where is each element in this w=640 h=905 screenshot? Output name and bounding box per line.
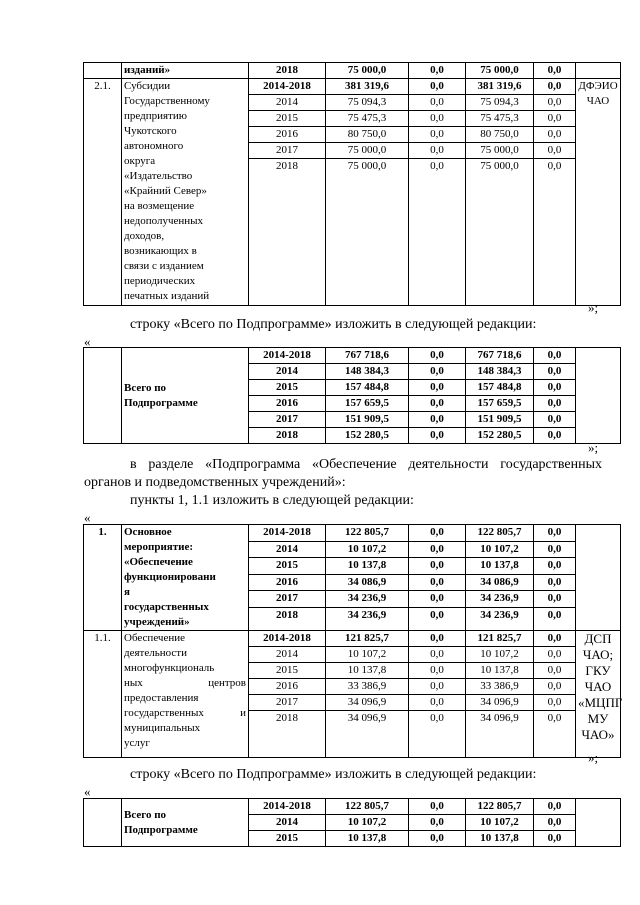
federal-cell: 0,0 bbox=[409, 63, 466, 79]
okrug-cell: 157 659,5 bbox=[466, 396, 534, 412]
total-cell: 75 000,0 bbox=[326, 143, 409, 159]
opening-quote: « bbox=[84, 334, 91, 349]
name-line: недополученных bbox=[124, 215, 204, 227]
year-cell: 2018 bbox=[249, 711, 326, 758]
local-cell: 0,0 bbox=[534, 799, 576, 815]
local-cell: 0,0 bbox=[534, 558, 576, 575]
closing-quote: »; bbox=[588, 300, 599, 315]
activity-name bbox=[122, 525, 249, 631]
total-cell: 10 107,2 bbox=[326, 541, 409, 558]
year-cell: 2015 bbox=[249, 380, 326, 396]
total-label bbox=[122, 799, 249, 847]
okrug-cell: 122 805,7 bbox=[466, 525, 534, 542]
row-name: изданий» bbox=[122, 63, 249, 79]
closing-quote: »; bbox=[588, 750, 599, 765]
federal-cell: 0,0 bbox=[409, 111, 466, 127]
local-cell: 0,0 bbox=[534, 364, 576, 380]
year-cell: 2017 bbox=[249, 412, 326, 428]
name-line: Субсидии bbox=[124, 80, 171, 92]
federal-cell: 0,0 bbox=[409, 591, 466, 608]
okrug-cell: 33 386,9 bbox=[466, 679, 534, 695]
year-cell: 2018 bbox=[249, 608, 326, 631]
name-line: печатных изданий bbox=[124, 290, 210, 302]
federal-cell: 0,0 bbox=[409, 815, 466, 831]
okrug-cell: 75 000,0 bbox=[466, 143, 534, 159]
total-cell: 10 137,8 bbox=[326, 663, 409, 679]
local-cell: 0,0 bbox=[534, 396, 576, 412]
name-line: «Крайний Север» bbox=[124, 185, 207, 197]
year-cell: 2015 bbox=[249, 558, 326, 575]
local-cell: 0,0 bbox=[534, 815, 576, 831]
federal-cell: 0,0 bbox=[409, 558, 466, 575]
name-line: связи с изданием bbox=[124, 260, 204, 272]
local-cell: 0,0 bbox=[534, 591, 576, 608]
total-cell: 122 805,7 bbox=[326, 525, 409, 542]
local-cell: 0,0 bbox=[534, 525, 576, 542]
federal-cell: 0,0 bbox=[409, 79, 466, 95]
label-line: Всего по bbox=[124, 381, 167, 394]
activity-name bbox=[122, 631, 249, 758]
total-cell: 148 384,3 bbox=[326, 364, 409, 380]
federal-cell: 0,0 bbox=[409, 348, 466, 364]
paragraph: строку «Всего по Подпрограмме» изложить в следующей редакции: bbox=[130, 317, 537, 332]
name-line: Обеспечение bbox=[124, 632, 185, 644]
table-row bbox=[84, 63, 621, 79]
federal-cell: 0,0 bbox=[409, 799, 466, 815]
okrug-cell: 10 107,2 bbox=[466, 647, 534, 663]
executor-line: ЧАО» bbox=[581, 727, 615, 742]
okrug-cell: 381 319,6 bbox=[466, 79, 534, 95]
federal-cell: 0,0 bbox=[409, 679, 466, 695]
okrug-cell: 151 909,5 bbox=[466, 412, 534, 428]
year-cell: 2015 bbox=[249, 831, 326, 847]
table-row bbox=[84, 525, 621, 542]
federal-cell: 0,0 bbox=[409, 608, 466, 631]
label-line: Подпрограмме bbox=[124, 823, 198, 836]
okrug-cell: 152 280,5 bbox=[466, 428, 534, 444]
federal-cell: 0,0 bbox=[409, 711, 466, 758]
okrug-cell: 767 718,6 bbox=[466, 348, 534, 364]
total-cell: 75 475,3 bbox=[326, 111, 409, 127]
name-line: периодических bbox=[124, 275, 196, 287]
table-row bbox=[84, 348, 621, 364]
federal-cell: 0,0 bbox=[409, 631, 466, 647]
label-line: Подпрограмме bbox=[124, 396, 198, 409]
year-cell: 2014 bbox=[249, 815, 326, 831]
table-row bbox=[84, 631, 621, 647]
local-cell: 0,0 bbox=[534, 127, 576, 143]
paragraph: строку «Всего по Подпрограмме» изложить в следующей редакции: bbox=[130, 767, 537, 782]
year-cell: 2014-2018 bbox=[249, 799, 326, 815]
okrug-cell: 10 107,2 bbox=[466, 541, 534, 558]
okrug-cell: 75 094,3 bbox=[466, 95, 534, 111]
year-cell: 2014-2018 bbox=[249, 348, 326, 364]
local-cell: 0,0 bbox=[534, 574, 576, 591]
okrug-cell: 34 236,9 bbox=[466, 608, 534, 631]
year-cell: 2014-2018 bbox=[249, 631, 326, 647]
federal-cell: 0,0 bbox=[409, 525, 466, 542]
executor-line: ДФЭИО bbox=[578, 80, 618, 92]
total-cell: 34 096,9 bbox=[326, 695, 409, 711]
okrug-cell: 34 096,9 bbox=[466, 711, 534, 758]
total-cell: 157 484,8 bbox=[326, 380, 409, 396]
year-cell: 2014 bbox=[249, 95, 326, 111]
name-line: услуг bbox=[124, 737, 150, 749]
opening-quote: « bbox=[84, 784, 91, 799]
year-cell: 2016 bbox=[249, 127, 326, 143]
year-cell: 2017 bbox=[249, 143, 326, 159]
year-cell: 2014 bbox=[249, 541, 326, 558]
local-cell: 0,0 bbox=[534, 63, 576, 79]
name-line: государственных и bbox=[124, 707, 246, 719]
total-cell: 10 107,2 bbox=[326, 815, 409, 831]
total-cell: 767 718,6 bbox=[326, 348, 409, 364]
local-cell: 0,0 bbox=[534, 143, 576, 159]
name-line: Государственному bbox=[124, 95, 210, 107]
name-line: государственных bbox=[124, 601, 209, 613]
table-row bbox=[84, 799, 621, 815]
total-cell: 34 086,9 bbox=[326, 574, 409, 591]
executor-cell bbox=[576, 79, 621, 306]
federal-cell: 0,0 bbox=[409, 541, 466, 558]
year-cell: 2016 bbox=[249, 574, 326, 591]
name-line: «Издательство bbox=[124, 170, 193, 182]
name-line: я bbox=[124, 586, 130, 598]
executor-line: ЧАО; bbox=[582, 647, 614, 662]
total-cell: 34 236,9 bbox=[326, 591, 409, 608]
subsidy-name bbox=[122, 79, 249, 306]
name-line: функционировани bbox=[124, 571, 216, 583]
closing-quote: »; bbox=[588, 440, 599, 455]
okrug-cell: 80 750,0 bbox=[466, 127, 534, 143]
total-cell: 75 000,0 bbox=[326, 159, 409, 306]
total-cell: 80 750,0 bbox=[326, 127, 409, 143]
local-cell: 0,0 bbox=[534, 348, 576, 364]
local-cell: 0,0 bbox=[534, 412, 576, 428]
year-cell: 2015 bbox=[249, 111, 326, 127]
local-cell: 0,0 bbox=[534, 79, 576, 95]
name-line: возникающих в bbox=[124, 245, 197, 257]
executor-line: ЧАО bbox=[586, 95, 610, 107]
local-cell: 0,0 bbox=[534, 679, 576, 695]
table-total-1 bbox=[83, 347, 621, 444]
name-line: автономного bbox=[124, 140, 184, 152]
local-cell: 0,0 bbox=[534, 695, 576, 711]
federal-cell: 0,0 bbox=[409, 428, 466, 444]
year-cell: 2015 bbox=[249, 663, 326, 679]
total-cell: 75 000,0 bbox=[326, 63, 409, 79]
name-line: округа bbox=[124, 155, 156, 167]
local-cell: 0,0 bbox=[534, 428, 576, 444]
total-cell: 75 094,3 bbox=[326, 95, 409, 111]
okrug-cell: 157 484,8 bbox=[466, 380, 534, 396]
federal-cell: 0,0 bbox=[409, 831, 466, 847]
executor-line: ГКУ bbox=[585, 663, 611, 678]
label-line: Всего по bbox=[124, 808, 167, 821]
okrug-cell: 34 236,9 bbox=[466, 591, 534, 608]
federal-cell: 0,0 bbox=[409, 95, 466, 111]
year-cell: 2014-2018 bbox=[249, 525, 326, 542]
name-line: ных центров bbox=[124, 677, 246, 689]
federal-cell: 0,0 bbox=[409, 143, 466, 159]
okrug-cell: 122 805,7 bbox=[466, 799, 534, 815]
total-cell: 121 825,7 bbox=[326, 631, 409, 647]
federal-cell: 0,0 bbox=[409, 647, 466, 663]
federal-cell: 0,0 bbox=[409, 380, 466, 396]
federal-cell: 0,0 bbox=[409, 396, 466, 412]
federal-cell: 0,0 bbox=[409, 412, 466, 428]
year-cell: 2014 bbox=[249, 647, 326, 663]
local-cell: 0,0 bbox=[534, 159, 576, 306]
local-cell: 0,0 bbox=[534, 608, 576, 631]
row-number: 2.1. bbox=[84, 79, 122, 306]
year-cell: 2018 bbox=[249, 428, 326, 444]
year-cell: 2017 bbox=[249, 695, 326, 711]
year-cell: 2016 bbox=[249, 396, 326, 412]
okrug-cell: 34 096,9 bbox=[466, 695, 534, 711]
table-total-2 bbox=[83, 798, 621, 847]
name-line: мероприятие: bbox=[124, 541, 194, 553]
okrug-cell: 75 000,0 bbox=[466, 159, 534, 306]
opening-quote: « bbox=[84, 510, 91, 525]
local-cell: 0,0 bbox=[534, 541, 576, 558]
local-cell: 0,0 bbox=[534, 111, 576, 127]
row-number: 1. bbox=[84, 525, 122, 631]
local-cell: 0,0 bbox=[534, 380, 576, 396]
paragraph: пункты 1, 1.1 изложить в следующей редакции: bbox=[130, 493, 414, 508]
total-cell: 152 280,5 bbox=[326, 428, 409, 444]
year-cell: 2016 bbox=[249, 679, 326, 695]
total-cell: 34 236,9 bbox=[326, 608, 409, 631]
federal-cell: 0,0 bbox=[409, 364, 466, 380]
executor-line: МУ bbox=[587, 711, 609, 726]
total-cell: 10 137,8 bbox=[326, 558, 409, 575]
year-cell: 2014 bbox=[249, 364, 326, 380]
local-cell: 0,0 bbox=[534, 647, 576, 663]
name-line: «Обеспечение bbox=[124, 556, 193, 568]
year-cell: 2017 bbox=[249, 591, 326, 608]
federal-cell: 0,0 bbox=[409, 574, 466, 591]
total-cell: 10 137,8 bbox=[326, 831, 409, 847]
okrug-cell: 10 137,8 bbox=[466, 558, 534, 575]
local-cell: 0,0 bbox=[534, 711, 576, 758]
executor-line: «МЦПГ bbox=[578, 695, 623, 710]
local-cell: 0,0 bbox=[534, 663, 576, 679]
row-number: 1.1. bbox=[84, 631, 122, 758]
name-line: предоставления bbox=[124, 692, 199, 704]
federal-cell: 0,0 bbox=[409, 663, 466, 679]
okrug-cell: 75 475,3 bbox=[466, 111, 534, 127]
federal-cell: 0,0 bbox=[409, 695, 466, 711]
name-line: Чукотского bbox=[124, 125, 177, 137]
name-line: доходов, bbox=[124, 230, 165, 242]
total-cell: 381 319,6 bbox=[326, 79, 409, 95]
name-line: Основное bbox=[124, 526, 172, 538]
table-main-activity bbox=[83, 524, 621, 758]
federal-cell: 0,0 bbox=[409, 159, 466, 306]
name-line: на возмещение bbox=[124, 200, 195, 212]
year-cell: 2018 bbox=[249, 63, 326, 79]
total-cell: 151 909,5 bbox=[326, 412, 409, 428]
total-label bbox=[122, 348, 249, 444]
okrug-cell: 10 107,2 bbox=[466, 815, 534, 831]
okrug-cell: 75 000,0 bbox=[466, 63, 534, 79]
name-line: деятельности bbox=[124, 647, 187, 659]
okrug-cell: 121 825,7 bbox=[466, 631, 534, 647]
total-cell: 122 805,7 bbox=[326, 799, 409, 815]
name-line: многофункциональ bbox=[124, 662, 215, 674]
executor-cell bbox=[576, 631, 621, 758]
paragraph: в разделе «Подпрограмма «Обеспечение деятельности государственных органов и подведомственных учреждений»: bbox=[84, 457, 602, 490]
local-cell: 0,0 bbox=[534, 631, 576, 647]
okrug-cell: 10 137,8 bbox=[466, 663, 534, 679]
year-cell: 2018 bbox=[249, 159, 326, 306]
total-cell: 157 659,5 bbox=[326, 396, 409, 412]
total-cell: 10 107,2 bbox=[326, 647, 409, 663]
total-cell: 34 096,9 bbox=[326, 711, 409, 758]
okrug-cell: 34 086,9 bbox=[466, 574, 534, 591]
year-cell: 2014-2018 bbox=[249, 79, 326, 95]
okrug-cell: 10 137,8 bbox=[466, 831, 534, 847]
local-cell: 0,0 bbox=[534, 831, 576, 847]
okrug-cell: 148 384,3 bbox=[466, 364, 534, 380]
name-line: учреждений» bbox=[124, 616, 190, 628]
table-row bbox=[84, 79, 621, 95]
executor-line: ДСП bbox=[584, 631, 612, 646]
name-line: предприятию bbox=[124, 110, 187, 122]
table-subsidy bbox=[83, 62, 621, 306]
federal-cell: 0,0 bbox=[409, 127, 466, 143]
local-cell: 0,0 bbox=[534, 95, 576, 111]
total-cell: 33 386,9 bbox=[326, 679, 409, 695]
name-line: муниципальных bbox=[124, 722, 201, 734]
executor-line: ЧАО bbox=[584, 679, 612, 694]
